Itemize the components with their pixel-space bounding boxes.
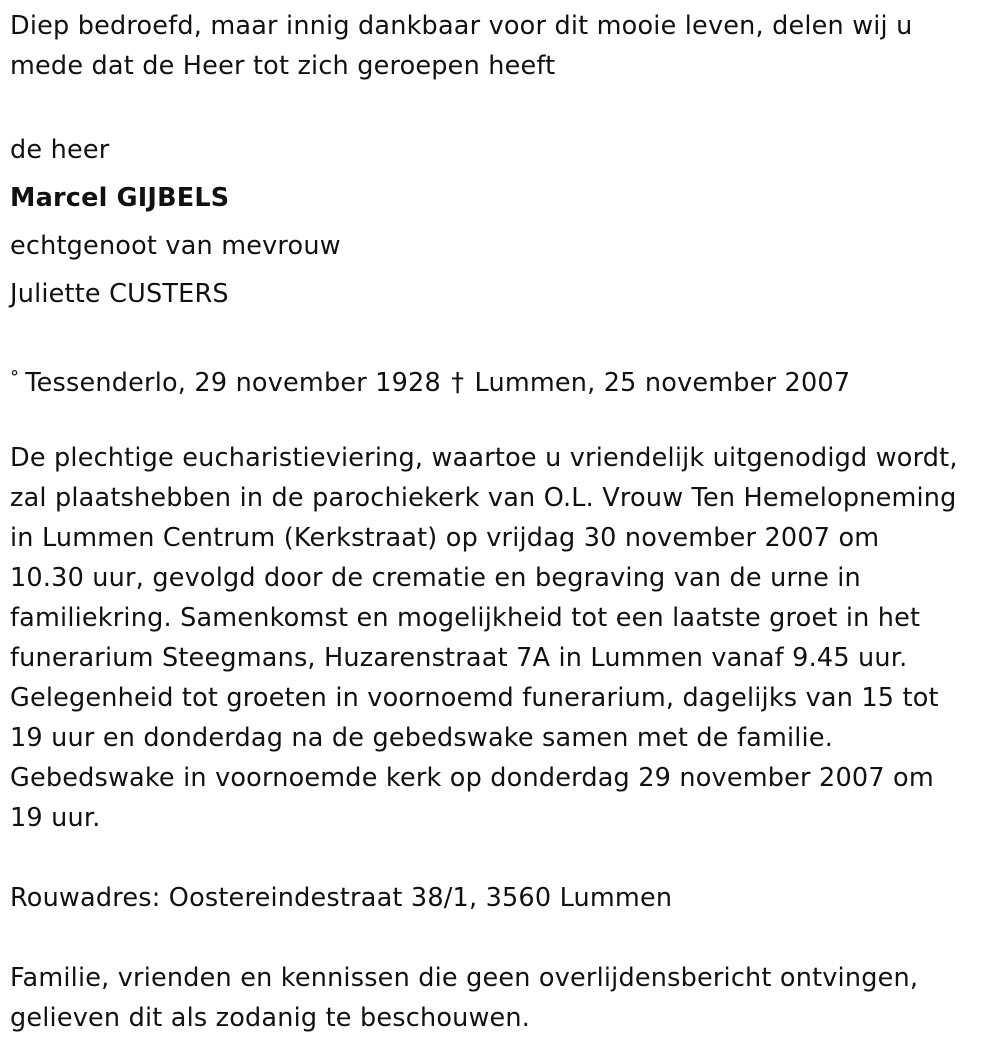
spacer <box>10 918 995 958</box>
ceremony-line: Gebedswake in voornoemde kerk op donderdag 29 november 2007 om <box>10 763 934 793</box>
closing-line-2: gelieven dit als zodanig te beschouwen. <box>10 1003 531 1033</box>
cross-icon: † <box>451 368 465 398</box>
relation-text: echtgenoot van mevrouw <box>10 231 341 261</box>
ceremony-line: 10.30 uur, gevolgd door de crematie en begraving van de urne in <box>10 563 861 593</box>
ceremony-line: funerarium Steegmans, Huzarenstraat 7A in Lummen vanaf 9.45 uur. <box>10 643 908 673</box>
birth-place-date: Tessenderlo, 29 november 1928 <box>25 368 441 398</box>
closing-line-1: Familie, vrienden en kennissen die geen overlijdensbericht ontvingen, <box>10 963 919 993</box>
life-dates <box>10 358 995 398</box>
ceremony-line: zal plaatshebben in de parochiekerk van O.L. Vrouw Ten Hemelopneming <box>10 483 957 513</box>
spouse-name: Juliette CUSTERS <box>10 279 229 309</box>
spacer <box>10 318 995 358</box>
spacer <box>10 838 995 878</box>
deceased-block <box>10 126 995 318</box>
death-place-date: Lummen, 25 november 2007 <box>474 368 851 398</box>
spacer <box>10 86 995 126</box>
mourning-address: Rouwadres: Oostereindestraat 38/1, 3560 Lummen <box>10 883 673 913</box>
intro-paragraph <box>10 6 995 86</box>
death-notice <box>10 6 995 1038</box>
ceremony-line: in Lummen Centrum (Kerkstraat) op vrijdag 30 november 2007 om <box>10 523 880 553</box>
ceremony-paragraph <box>10 438 995 838</box>
born-symbol: ° <box>10 367 20 388</box>
ceremony-line: Gelegenheid tot groeten in voornoemd funerarium, dagelijks van 15 tot <box>10 683 939 713</box>
closing-paragraph <box>10 958 995 1038</box>
deceased-name: Marcel GIJBELS <box>10 183 230 213</box>
intro-line-1: Diep bedroefd, maar innig dankbaar voor dit mooie leven, delen wij u <box>10 11 913 41</box>
ceremony-line: 19 uur. <box>10 803 101 833</box>
deceased-prefix: de heer <box>10 135 110 165</box>
ceremony-line: familiekring. Samenkomst en mogelijkheid tot een laatste groet in het <box>10 603 921 633</box>
spacer <box>10 398 995 438</box>
intro-line-2: mede dat de Heer tot zich geroepen heeft <box>10 51 556 81</box>
ceremony-line: 19 uur en donderdag na de gebedswake samen met de familie. <box>10 723 834 753</box>
ceremony-line: De plechtige eucharistieviering, waartoe u vriendelijk uitgenodigd wordt, <box>10 443 958 473</box>
